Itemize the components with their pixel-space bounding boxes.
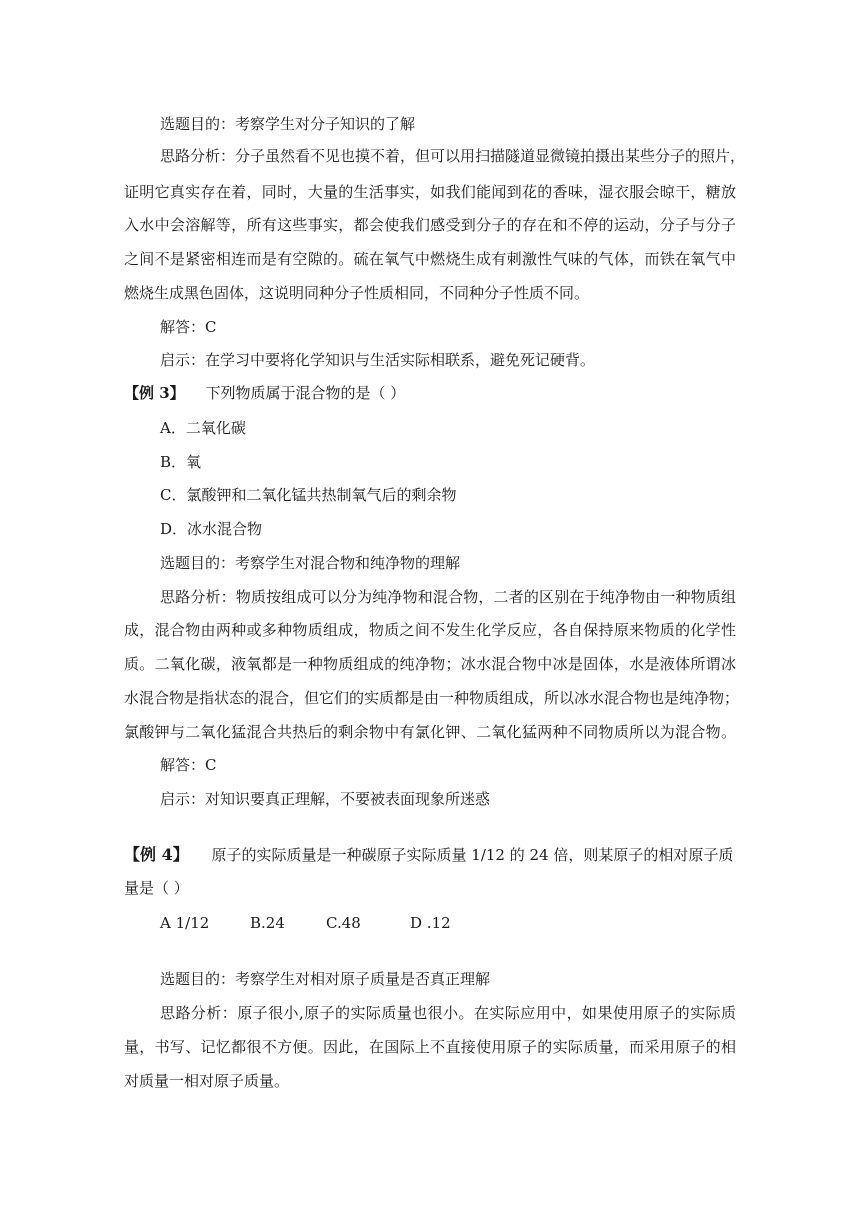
analysis-line: 思路分析：分子虽然看不见也摸不着，但可以用扫描隧道显微镜拍摄出某些分子的照片， [160,147,746,165]
analysis-line: 证明它真实存在着，同时，大量的生活事实，如我们能闻到花的香味，湿衣服会晾干，糖放 [124,183,736,201]
analysis-line: 入水中会溶解等，所有这些事实，都会使我们感受到分子的存在和不停的运动，分子与分子 [124,216,736,234]
choice-a: A 1/12 [160,914,210,932]
option-c: C．氯酸钾和二氧化锰共热制氧气后的剩余物 [160,486,457,504]
answer-line: 解答：C [160,756,217,774]
example-4-heading [124,845,736,865]
choice-b: B.24 [250,914,285,932]
analysis-line: 成，混合物由两种或多种物质组成，物质之间不发生化学反应，各自保持原来物质的化学性 [124,621,736,639]
aim-line: 选题目的：考察学生对相对原子质量是否真正理解 [160,970,491,988]
analysis-line: 对质量一相对原子质量。 [124,1072,290,1090]
analysis-line: 燃烧生成黑色固体，这说明同种分子性质相同，不同种分子性质不同。 [124,284,590,302]
analysis-line: 量，书写、记忆都很不方便。因此，在国际上不直接使用原子的实际质量，而采用原子的相 [124,1038,736,1056]
option-b: B．氧 [160,453,202,471]
hint-line: 启示：对知识要真正理解，不要被表面现象所迷惑 [160,790,491,808]
choice-c: C.48 [326,914,361,932]
example-tag: 【例 3】 [124,384,185,402]
option-d: D．冰水混合物 [160,520,263,538]
hint-line: 启示：在学习中要将化学知识与生活实际相联系，避免死记硬背。 [160,351,596,369]
analysis-line: 水混合物是指状态的混合，但它们的实质都是由一种物质组成，所以冰水混合物也是纯净物； [124,689,740,707]
analysis-line: 氯酸钾与二氧化猛混合共热后的剩余物中有氯化钾、二氧化猛两种不同物质所以为混合物。 [124,723,736,741]
question-text: 下列物质属于混合物的是（ ） [205,384,406,402]
choices-row [160,913,451,933]
option-a: A．二氧化碳 [160,419,246,437]
example-3-heading [124,383,405,403]
question-text-cont: 量是（ ） [124,879,189,897]
analysis-line: 质。二氧化碳，液氧都是一种物质组成的纯净物；冰水混合物中冰是固体，水是液体所谓冰 [124,655,736,673]
analysis-line: 之间不是紧密相连而是有空隙的。硫在氧气中燃烧生成有刺激性气味的气体，而铁在氧气中 [124,250,736,268]
analysis-line: 思路分析：原子很小,原子的实际质量也很小。在实际应用中，如果使用原子的实际质 [160,1004,736,1022]
answer-line: 解答：C [160,318,217,336]
question-text: 原子的实际质量是一种碳原子实际质量 1/12 的 24 倍，则某原子的相对原子质 [211,846,734,864]
analysis-line: 思路分析：物质按组成可以分为纯净物和混合物，二者的区别在于纯净物由一种物质组 [160,588,736,606]
aim-line: 选题目的：考察学生对分子知识的了解 [160,115,416,133]
aim-line: 选题目的：考察学生对混合物和纯净物的理解 [160,554,461,572]
choice-d: D .12 [410,914,451,932]
example-tag: 【例 4】 [124,845,189,864]
